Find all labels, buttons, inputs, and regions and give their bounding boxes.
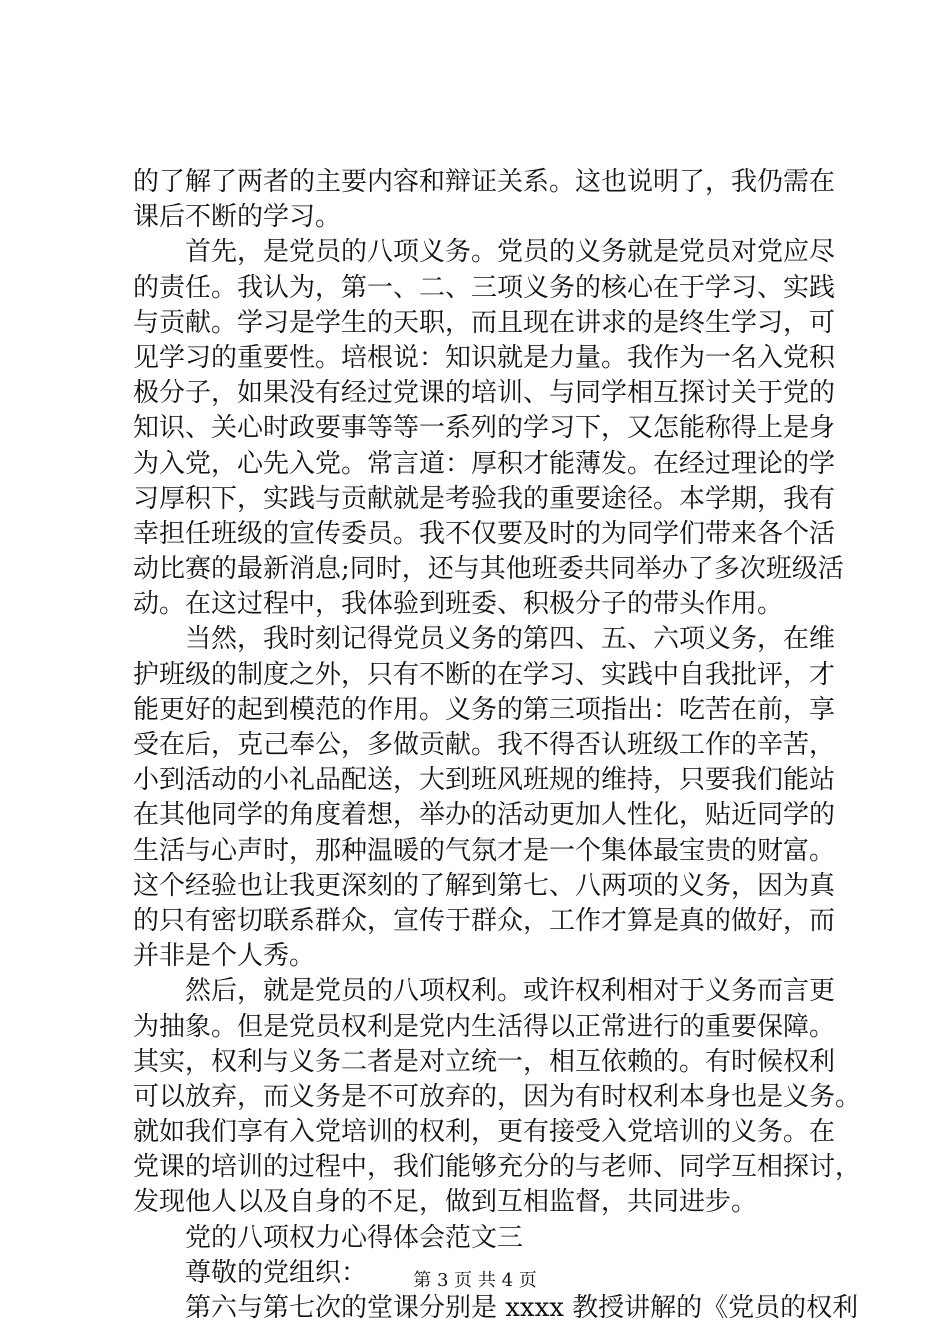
- text-line: 幸担任班级的宣传委员。我不仅要及时的为同学们带来各个活: [133, 518, 836, 549]
- text-line: 的了解了两者的主要内容和辩证关系。这也说明了，我仍需在: [133, 167, 836, 197]
- text-line: 并非是个人秀。: [133, 941, 316, 972]
- text-line: 习厚积下，实践与贡献就是考验我的重要途径。本学期，我有: [133, 483, 836, 514]
- text-line: 小到活动的小礼品配送，大到班风班规的维持，只要我们能站: [133, 765, 836, 796]
- text-line: 首先，是党员的八项义务。党员的义务就是党员对党应尽: [185, 237, 836, 268]
- text-line: 党课的培训的过程中，我们能够充分的与老师、同学互相探讨，: [133, 1152, 862, 1183]
- text-line: 能更好的起到模范的作用。义务的第三项指出：吃苦在前，享: [133, 694, 836, 725]
- text-line: 动。在这过程中，我体验到班委、积极分子的带头作用。: [133, 589, 784, 620]
- text-line: 第六与第七次的堂课分别是 xxxx 教授讲解的《党员的权利: [185, 1293, 859, 1323]
- text-line: 这个经验也让我更深刻的了解到第七、八两项的义务，因为真: [133, 870, 836, 901]
- text-line: 其实，权利与义务二者是对立统一，相互依赖的。有时候权利: [133, 1046, 836, 1077]
- text-line: 为抽象。但是党员权利是党内生活得以正常进行的重要保障。: [133, 1011, 836, 1042]
- text-line: 的只有密切联系群众，宣传于群众，工作才算是真的做好，而: [133, 905, 836, 936]
- text-line: 受在后，克己奉公，多做贡献。我不得否认班级工作的辛苦，: [133, 730, 836, 760]
- text-line: 生活与心声时，那种温暖的气氛才是一个集体最宝贵的财富。: [133, 835, 836, 866]
- document-body: [133, 165, 862, 1326]
- text-line: 当然，我时刻记得党员义务的第四、五、六项义务，在维: [185, 624, 836, 655]
- page-footer: 第 3 页 共 4 页: [413, 1270, 537, 1291]
- text-line: 动比赛的最新消息;同时，还与其他班委共同举办了多次班级活: [133, 554, 844, 585]
- text-line: 在其他同学的角度着想，举办的活动更加人性化，贴近同学的: [133, 800, 836, 831]
- text-line: 就如我们享有入党培训的权利，更有接受入党培训的义务。在: [133, 1117, 836, 1148]
- text-line: 知识、关心时政要事等等一系列的学习下，又怎能称得上是身: [133, 413, 836, 444]
- text-line: 护班级的制度之外，只有不断的在学习、实践中自我批评，才: [133, 659, 836, 690]
- text-line: 的责任。我认为，第一、二、三项义务的核心在于学习、实践: [133, 272, 836, 303]
- text-line: 党的八项权力心得体会范文三: [185, 1222, 524, 1253]
- text-line: 发现他人以及自身的不足，做到互相监督，共同进步。: [133, 1187, 758, 1218]
- text-line: 见学习的重要性。培根说：知识就是力量。我作为一名入党积: [133, 342, 836, 373]
- text-line: 与贡献。学习是学生的天职，而且现在讲求的是终生学习，可: [133, 307, 836, 338]
- text-line: 为入党，心先入党。常言道：厚积才能薄发。在经过理论的学: [133, 448, 836, 479]
- text-line: 尊敬的党组织：: [185, 1257, 368, 1288]
- text-line: 然后，就是党员的八项权利。或许权利相对于义务而言更: [185, 976, 836, 1007]
- text-line: 课后不断的学习。: [133, 202, 342, 233]
- text-line: 可以放弃，而义务是不可放弃的，因为有时权利本身也是义务。: [133, 1081, 862, 1112]
- text-line: 极分子，如果没有经过党课的培训、与同学相互探讨关于党的: [133, 378, 836, 409]
